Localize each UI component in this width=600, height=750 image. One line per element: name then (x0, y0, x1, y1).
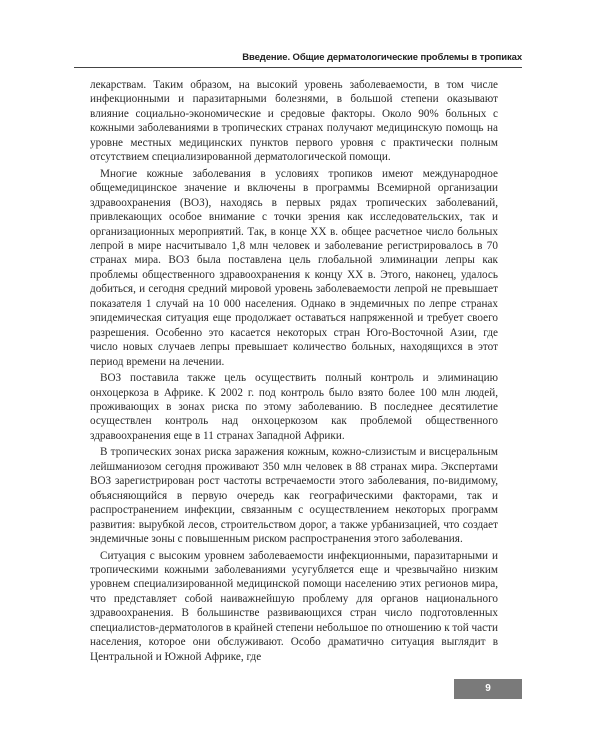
paragraph-2: Многие кожные заболевания в условиях тропиков имеют международное общемедицинское значение и включены в программы Всемирной организации здравоохранения (ВОЗ), находясь в первых рядах тропических заболеваний, привлекающих особое внимание с точки зрения как исследовательских, так и организационных мероприятий. Так, в конце XX в. общее расчетное число больных лепрой в мире насчитывало 1,8 млн человек и заболевание регистрировалось в 70 странах мира. ВОЗ была поставлена цель глобальной элиминации лепры как проблемы общественного здравоохранения к концу XX в. Этого, наконец, удалось добиться, и сегодня средний мировой уровень заболеваемости лепрой не превышает показателя 1 случай на 10 000 населения. Однако в эндемичных по лепре странах эпидемическая ситуация еще продолжает оставаться напряженной и требует своего разрешения. Особенно это касается некоторых стран Юго-Восточной Азии, где число новых случаев лепры превышает количество больных, находящихся в этот период времени на лечении. (90, 167, 498, 368)
page-number: 9 (485, 683, 491, 694)
header-rule (74, 67, 522, 68)
running-head-title: Введение. Общие дерматологические проблемы в тропиках (242, 52, 522, 63)
paragraph-3: ВОЗ поставила также цель осуществить полный контроль и элиминацию онхоцеркоза в Африке. К 2002 г. под контроль было взято более 100 млн людей, проживающих в зонах риска по этому заболеванию. В последнее десятилетие осуществлен контроль над онхоцеркозом как проблемой общественного здравоохранения еще в 11 странах Западной Африки. (90, 372, 498, 442)
body-text (90, 78, 498, 664)
paragraph-1: лекарствам. Таким образом, на высокий уровень заболеваемости, в том числе инфекционными и паразитарными болезнями, в большой степени оказывают влияние социально-экономические и средовые факторы. Около 90% больных с кожными заболеваниями в тропических странах получают медицинскую помощь на уровне местных медицинских пунктов первого уровня с практически полным отсутствием специализированной дерматологической помощи. (90, 79, 498, 164)
paragraph-4: В тропических зонах риска заражения кожным, кожно-слизистым и висцеральным лейшманиозом сегодня проживают 350 млн человек в 88 странах мира. Экспертами ВОЗ зарегистрирован рост частоты встречаемости этого заболевания, по-видимому, объясняющийся в первую очередь как географическими факторами, так и распространением инфекции, связанным с осуществлением некоторых программ развития: вырубкой лесов, строительством дорог, а также урбанизацией, что создает эндемичные зоны с повышенным риском распространения этого заболевания. (90, 446, 498, 546)
paragraph-5: Ситуация с высоким уровнем заболеваемости инфекционными, паразитарными и тропическими кожными заболеваниями усугубляется еще и чрезвычайно низким уровнем специализированной медицинской помощи населению этих регионов мира, что представляет собой наиважнейшую проблему для органов национального здравоохранения. В большинстве развивающихся стран число подготовленных специалистов-дерматологов в крайней степени небольшое по отношению к той части населения, которое они обслуживают. Особо драматично ситуация выглядит в Центральной и Южной Африке, где (90, 549, 498, 663)
page-number-box (454, 679, 522, 699)
